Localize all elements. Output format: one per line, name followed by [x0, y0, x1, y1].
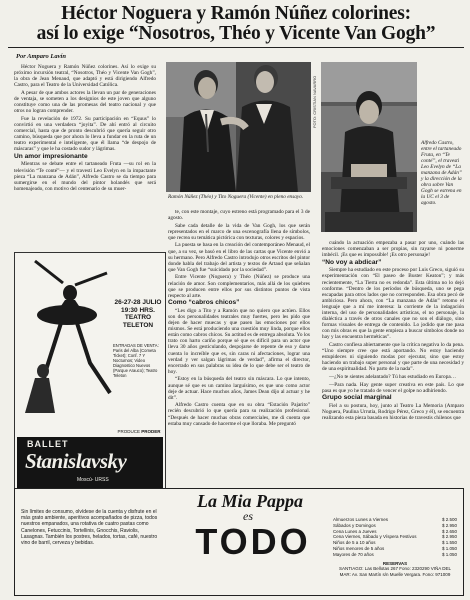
paragraph: —Para nada. Hay gente super creativa en este país. Lo que pasa es que yo he tratado de vencer el golpe no adhiriendo.: [322, 381, 464, 394]
restaurant-headline: TODO: [195, 521, 311, 562]
price-label: Cena Lunes a Jueves: [333, 528, 377, 534]
restaurant-price-list: [333, 517, 457, 558]
price-value: $ 1.050: [441, 551, 457, 557]
ballerina-illustration: [15, 253, 165, 428]
photo-director-caption: Alfredo Castro, entre el tartaneado Fruta, en “Te conté”, el travesti Leo Evelyn de “La manzana de Adán” y la dirección de la obra sobre Van Gogh se estrena en la UC el 3 de agosto.: [421, 140, 462, 206]
subheading: Grupo social marginal: [322, 394, 392, 402]
restaurant-description: Sin límites de consumo, olvídese de la cuenta y disfrute en el más grato ambiente, aperitivos acompañados de pizza, todos nuestros empanados, una rotativa de cuatro pastas como Canelones, Fetuccinis, Tortellinis, Gnocchis, Raviolis, Lasagnas. También los postres, helados, tortas, café, nuestro vino de barril, cerveza y bebidas.: [21, 509, 158, 547]
subheading: Como “cabros chicos”: [168, 299, 240, 307]
price-label: Almuerzos Lunes a Viernes: [333, 517, 388, 522]
ballet-venue-1: TEATRO: [124, 314, 152, 321]
photo-actors-image: [166, 62, 311, 192]
subheading: Un amor impresionante: [14, 152, 88, 160]
paragraph: cuándo la actuación empezaba a pasar por uno, cuándo las emociones comenzaban a ser propias, sin rayarse ni ponerme imbécil. ¡Es que es impossible! ¡Es otro personaje!: [322, 240, 464, 259]
price-row: [333, 552, 457, 558]
price-label: Mayores de 70 años: [333, 551, 374, 557]
reservations-title: RESERVAS: [382, 561, 408, 566]
article-column-2: [168, 209, 310, 428]
price-value: $ 1.050: [441, 545, 457, 551]
paragraph: Mientras se debate entre el tartaneado Fruta —su rol en la televisión “Te conté”— y el travesti Leo Evelyn en la impactante pieza “La manzana de Adán”, Alfredo Castro se da tiempo para sumergirse en el mundo del pintor holandés que será homenajeado, con motivo del centenario de su muer-: [14, 161, 156, 192]
paragraph: —¿No te sientes adelantado? Tú has estudiado en Europa…: [329, 373, 456, 380]
paragraph: Siempre ha estudiado en este proceso por Luis Greco, siguió su experimentación con “El paseo de Buster Keaton”; y más recientemente, “La Tierra no es redonda”. Esta última no lo dejó conforme. “Dentro de los períodos de búsqueda, uno se pega escapadas para otros lados que no corresponden. Esa obra pecó de ambiciosa. Pero ahora, con “La manzana de Adán” retomo el lenguaje que a mí me interesa: la corriente de la indagación interna, del uso de personalidades artísticas, el no personaje, la dialéctica a través de otros canales que no son el diálogo, sino formas visuales de entrega de contenido. Lo jodido que me pasa con mis obras es que la gente empieza a buscar símbolos donde no hay y las encuentra herméticas”.: [322, 267, 464, 341]
headline-line-1: Héctor Noguera y Ramón Núñez colorines:: [61, 3, 411, 24]
restaurant-ad: [14, 488, 464, 596]
price-label: Niños menores de 5 años: [333, 545, 385, 551]
price-label: Sábados y Domingos: [333, 522, 376, 528]
ballet-ad: [14, 252, 166, 494]
paragraph: Héctor Noguera y Ramón Núñez colorines. Así lo exige su próximo incursión teatral, “Nosotros, Théo y Vicente Van Gogh”, la obra de Jean Menaud, que adaptó y está dirigiendo Alfredo Castro, para el Teatro de la Universidad Católica.: [14, 64, 156, 89]
ballet-producer-label: PRODUCE: [117, 429, 140, 434]
article-column-1: [14, 64, 156, 193]
subheading: “No voy a abdicar”: [322, 258, 382, 266]
photo-actors-caption: Ramón Núñez (Théo) y Tito Noguera (Vicente) en pleno ensayo.: [168, 194, 304, 200]
headline: [8, 4, 464, 44]
photo-credit: FOTO: CRISTIAN NAVARRO: [312, 75, 317, 128]
ballet-venue-2: TELETON: [122, 321, 154, 329]
photo-actors: [166, 62, 311, 192]
paragraph: La puesta se basa en la creación del contemporáneo Menaud, el que, a su vez, se basó en el libro de las cartas que Vicente envió a su hermano. Pero Alfredo Castro introdujo otros escritos del pintor donde habla del trabajo del artista y textos de Artaud que señalan que Van Gogh fue “suicidado por la sociedad”.: [168, 242, 310, 273]
ballet-label: BALLET: [27, 439, 69, 449]
byline: Por Amparo Lavín: [16, 53, 66, 60]
paragraph: te, con este montaje, cuyo estreno está programado para el 3 de agosto.: [168, 209, 310, 222]
ballet-name-banner: [17, 437, 163, 491]
restaurant-name: La Mia Pappa: [197, 491, 303, 511]
photo-director: [321, 62, 417, 232]
reservations-details: SANTIAGO: Las Bellotas 267 Fono: 2320290 VIÑA DEL MAR: Av. San Martín s/n Muelle Vergara. Fono: 971009: [338, 566, 452, 577]
price-label: Niños de 5 a 10 años: [333, 540, 376, 546]
price-value: $ 2.650: [441, 528, 457, 534]
ballet-producer: [115, 429, 163, 434]
headline-rule: [8, 47, 464, 48]
paragraph: Castro confiesa abiertamente que la crítica negativa lo da pena. “Uno siempre cree que está aportando. No estoy haciendo estupideces ni siguiendo modas por ejecutar, sino que estoy haciendo un trabajo super personal y que parte de una necesidad y de una espiritualidad. No parto de la nada”.: [322, 342, 464, 373]
paragraph: Alfredo Castro cuenta que en su obra “Estación Pajarito” recién descubrió lo que quería para su realización profesional. “Después de hacer muchas obras comerciales, me di cuenta que estaba muy cansado de hacerme el que lloraba. Me preguntó: [168, 402, 310, 427]
paragraph: “Estoy en la búsqueda del teatro sin máscara. Lo que intento, aunque sé que es un camino larguísimo, es que uno como actor deje de actuar. Hace muchos años, James Dean dijo al actuar y he dit”.: [168, 376, 310, 401]
price-label: Cena Viernes, Sábado y Víspera Festivos: [333, 534, 417, 540]
article-column-3: [322, 240, 464, 423]
paragraph: “Les digo a Tito y a Ramón que no quiero que actúen. Ellos son dos personalidades teatrales muy fuertes, pero les pido que dejen de hacer muecas y que pasen las emociones por ellos mismos. Se está produciendo una cuestión muy linda, porque ellos están como cabros chicos. Su actitud es de entrega absoluta. Yo los trato con harto cariño porque sé que es difícil para un actor que lleva 30 años gesticulando, despojarse de repente de eso y darse cuenta lo increíble que es, sin caras ni afectaciones, lograr una verdad y ver salgan lágrimas de verdad”, afirma el director, encerrado en sus palabras su idea de lo que debe ser el teatro de hoy.: [168, 307, 310, 375]
ballet-producer-name: PRODER: [141, 429, 161, 434]
paragraph: Entre Vicente (Noguera) y Théo (Núñez) se produce una relación de amor. Son complementarios, más allá de los quiebres que se producen entre ellos por sus distintos puntos de vista respecto al arte.: [168, 274, 310, 299]
ballet-time: 19:30 HRS.: [121, 306, 155, 314]
price-value: $ 2.950: [441, 534, 457, 540]
paragraph: Sabe cada detalle de la vida de Van Gogh, los que serán representados en el marco de una escenografía llena de símbolos, que recrea su temática pictórica con texturas, colores y espacios.: [168, 222, 310, 241]
restaurant-reservations: [333, 561, 457, 577]
ballet-ticket-info: ENTRADAS DE VENTA: Paris del Alba (Cometa Ticket); Conf. 7 Y Nocturnos; Video Diagnostico Nuevos (Parque Arauco); Teatro Teleton: [113, 343, 159, 378]
price-value: $ 1.550: [441, 540, 457, 546]
headline-line-2: así lo exige “Nosotros, Théo y Vicente Van Gogh”: [36, 23, 436, 44]
ballet-dates: 26-27-28 JULIO: [114, 299, 162, 306]
paragraph: A pesar de que ambos actores la llevan un par de generaciones de ventaja, se someten a los designios de este joven que alguno constituye como una de las promesas del teatro nacional y que otros no logran comprender.: [14, 89, 156, 115]
restaurant-es: es: [243, 509, 253, 523]
ballet-origin: Moscú- URSS: [77, 477, 109, 483]
price-value: $ 2.950: [441, 522, 457, 528]
price-value: $ 2.500: [441, 517, 457, 522]
paragraph: Fue la revelación de 1972. Su participación en “Equus” lo convirtió en una verdadera “joyita”. De ahí entró al circuito comercial, hasta que de pronto descubrió que quería seguir otro camino, búsqueda que por ahora lo lleva a fundar en la ruta de un teatro experimental e inteligente, que él llama “de despojo de máscaras” y que le ha costado sudor y lágrimas.: [14, 115, 156, 153]
photo-director-image: [321, 62, 417, 232]
ballet-company-name: Stanislavsky: [25, 449, 127, 473]
ballet-dates-block: [113, 299, 163, 329]
paragraph: Fiel a su postura, hoy, junto al Teatro La Memoria (Amparo Noguera, Paulina Urrutia, Rodrigo Pérez, Greco y él), se encuentra realizando esta pieza basada en historias de travestis chilenos que: [322, 402, 464, 422]
